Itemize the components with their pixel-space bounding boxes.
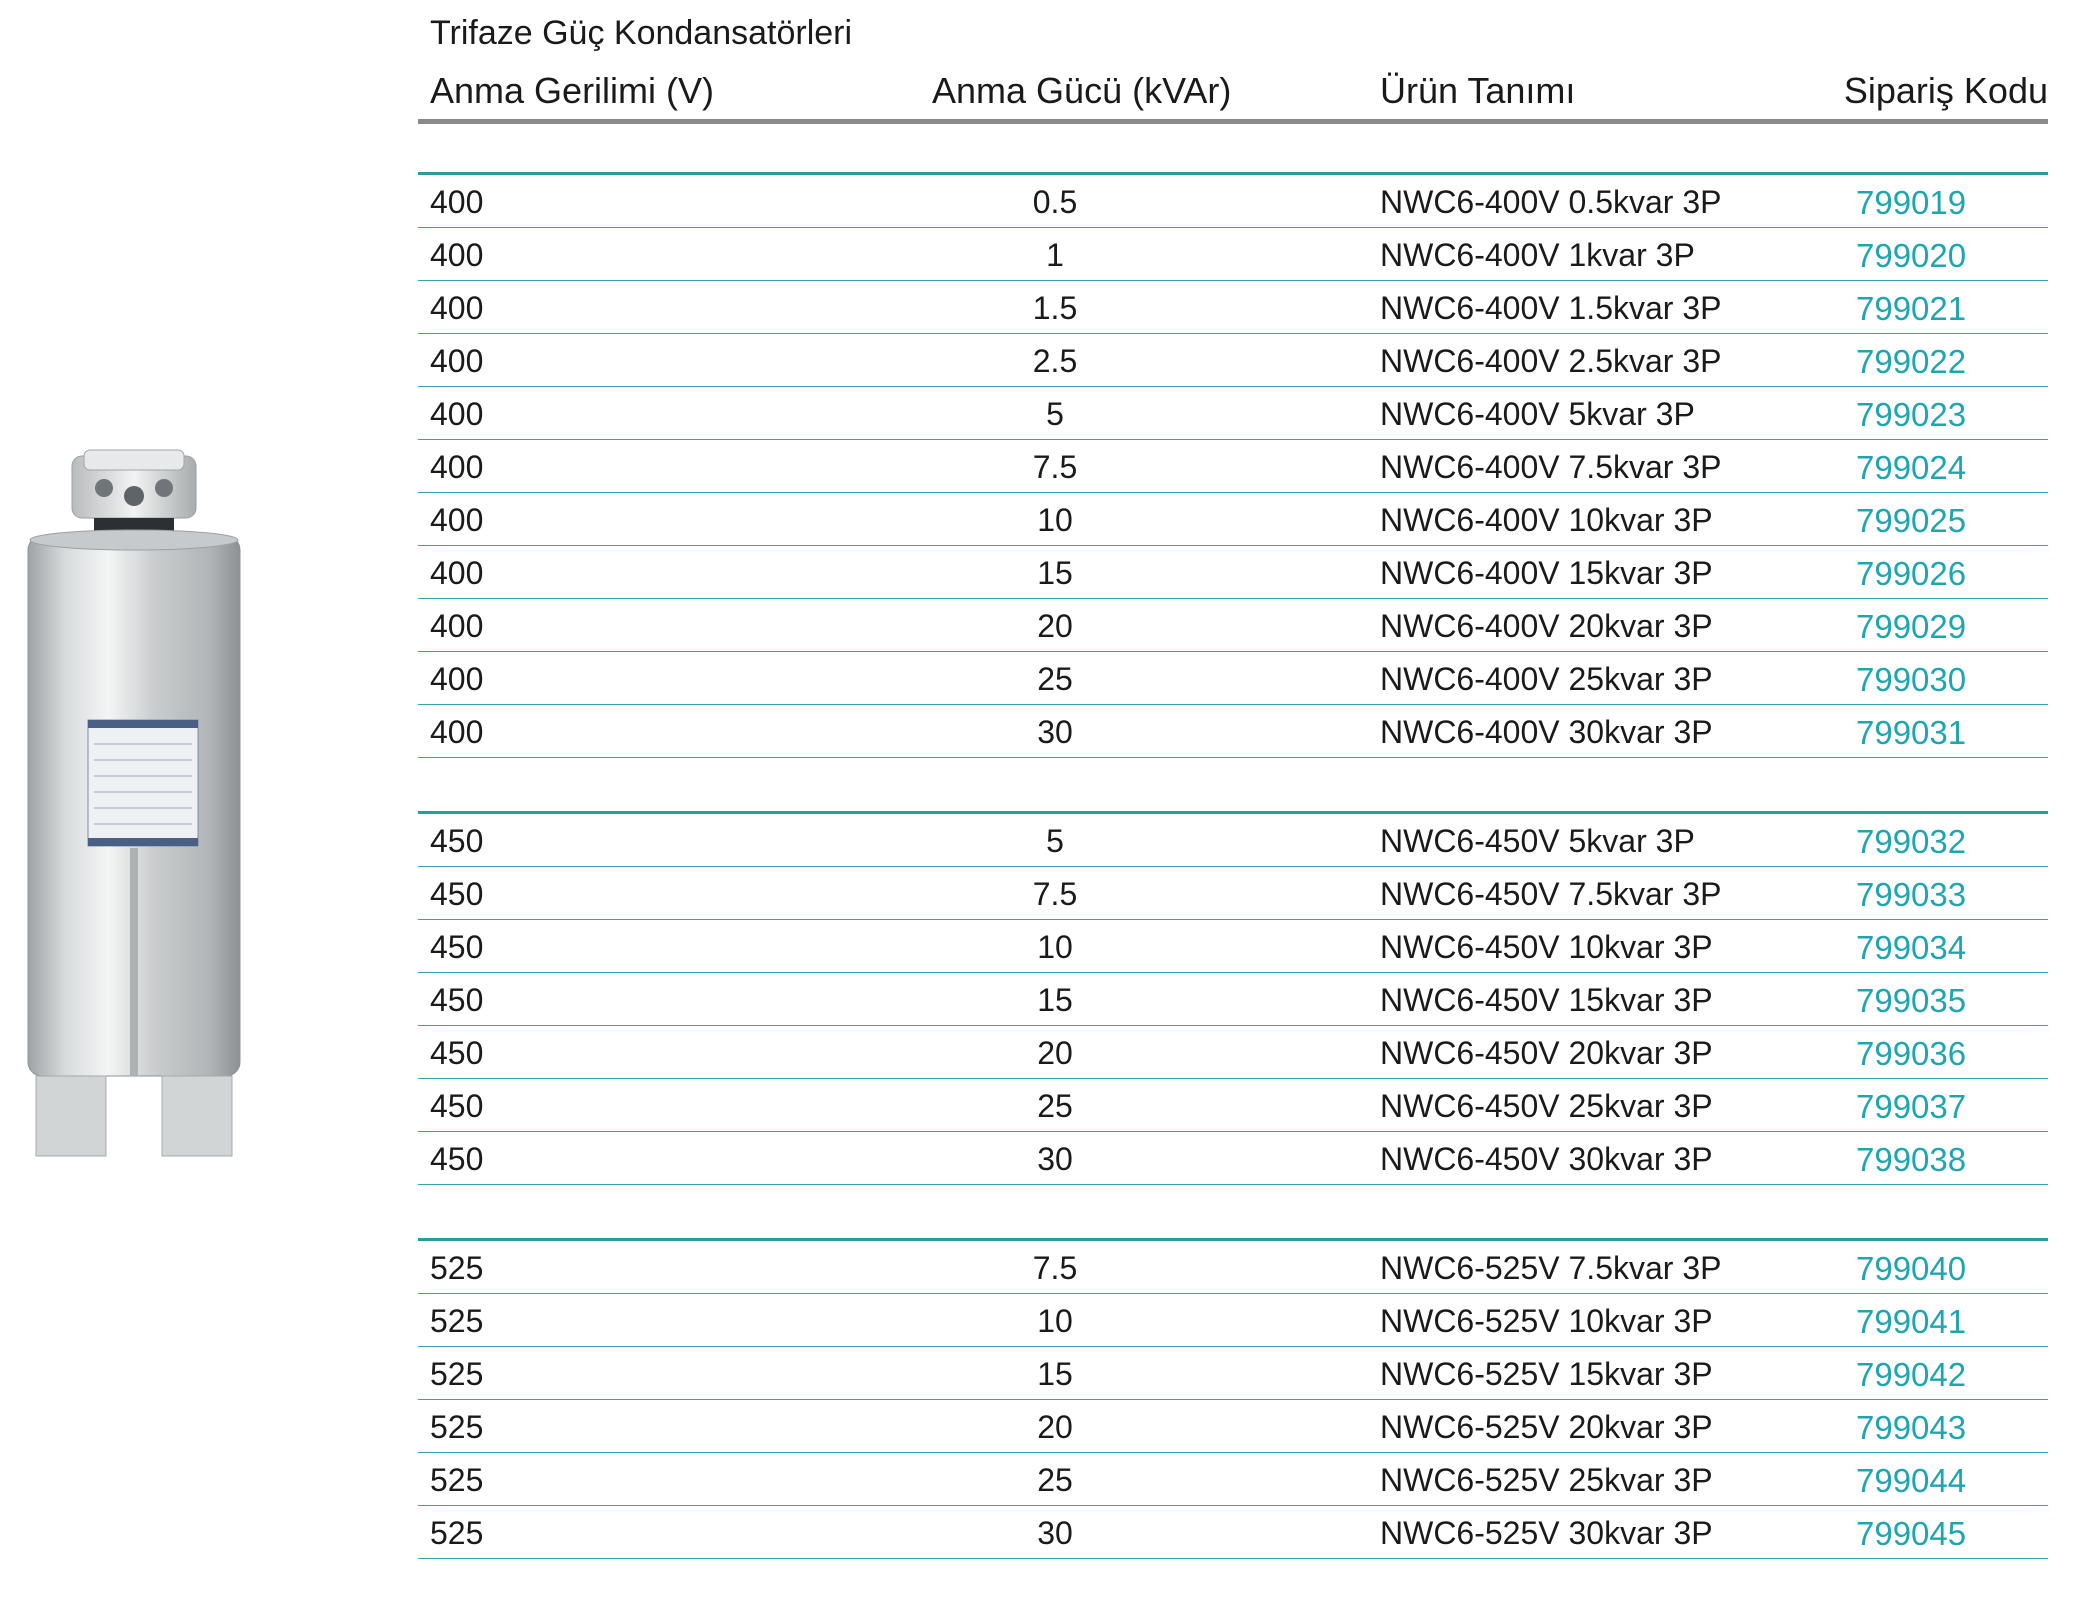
order-code-cell: 799037: [1856, 1088, 1967, 1125]
voltage-cell: 450: [430, 1035, 484, 1071]
description-cell: NWC6-400V 25kvar 3P: [1380, 661, 1713, 697]
description-cell: NWC6-400V 15kvar 3P: [1380, 555, 1713, 591]
table-row: [418, 599, 2048, 652]
order-code-cell: 799041: [1856, 1303, 1967, 1340]
voltage-cell: 525: [430, 1515, 484, 1551]
power-cell: 10: [1037, 1303, 1073, 1339]
voltage-cell: 400: [430, 290, 484, 326]
order-code-cell: 799044: [1856, 1462, 1967, 1499]
power-cell: 5: [1046, 396, 1064, 432]
voltage-cell: 450: [430, 1088, 484, 1124]
table-row: [418, 546, 2048, 599]
order-code-cell: 799040: [1856, 1250, 1967, 1287]
description-cell: NWC6-450V 30kvar 3P: [1380, 1141, 1713, 1177]
description-cell: NWC6-400V 5kvar 3P: [1380, 396, 1695, 432]
power-cell: 7.5: [1032, 449, 1078, 485]
description-cell: NWC6-525V 20kvar 3P: [1380, 1409, 1713, 1445]
table-row: [418, 1241, 2048, 1294]
order-code-cell: 799023: [1856, 396, 1967, 433]
power-cell: 30: [1037, 1141, 1073, 1177]
voltage-cell: 525: [430, 1250, 484, 1286]
header-order-code: Sipariş Kodu: [1843, 70, 2048, 111]
table-row: [418, 1294, 2048, 1347]
table-row: [418, 1506, 2048, 1559]
power-cell: 30: [1037, 714, 1073, 750]
voltage-cell: 525: [430, 1409, 484, 1445]
power-cell: 1.5: [1032, 290, 1078, 326]
table-row: [418, 281, 2048, 334]
order-code-cell: 799036: [1856, 1035, 1967, 1072]
table-row: [418, 973, 2048, 1026]
header-divider: [418, 119, 2048, 124]
table-row: [418, 1453, 2048, 1506]
order-code-cell: 799029: [1856, 608, 1967, 645]
voltage-cell: 400: [430, 343, 484, 379]
order-code-cell: 799045: [1856, 1515, 1967, 1552]
power-cell: 10: [1037, 502, 1073, 538]
table-row: [418, 814, 2048, 867]
power-cell: 10: [1037, 929, 1073, 965]
power-cell: 7.5: [1032, 876, 1078, 912]
power-cell: 7.5: [1032, 1250, 1078, 1286]
power-cell: 15: [1037, 982, 1073, 1018]
header-power: Anma Gücü (kVAr): [932, 70, 1232, 111]
power-cell: 2.5: [1032, 343, 1078, 379]
voltage-cell: 400: [430, 555, 484, 591]
table-row: [418, 1400, 2048, 1453]
order-code-cell: 799026: [1856, 555, 1967, 592]
description-cell: NWC6-400V 10kvar 3P: [1380, 502, 1713, 538]
power-cell: 20: [1037, 608, 1073, 644]
table-row: [418, 493, 2048, 546]
voltage-cell: 525: [430, 1462, 484, 1498]
description-cell: NWC6-400V 1.5kvar 3P: [1380, 290, 1722, 326]
order-code-cell: 799019: [1856, 184, 1967, 221]
table-row: [418, 1347, 2048, 1400]
header-voltage: Anma Gerilimi (V): [430, 70, 715, 111]
description-cell: NWC6-400V 30kvar 3P: [1380, 714, 1713, 750]
table-row: [418, 387, 2048, 440]
table-row: [418, 1079, 2048, 1132]
order-code-cell: 799021: [1856, 290, 1967, 327]
power-cell: 25: [1037, 1088, 1073, 1124]
description-cell: NWC6-450V 10kvar 3P: [1380, 929, 1713, 965]
description-cell: NWC6-525V 7.5kvar 3P: [1380, 1250, 1722, 1286]
order-code-cell: 799032: [1856, 823, 1967, 860]
voltage-cell: 400: [430, 237, 484, 273]
order-code-cell: 799033: [1856, 876, 1967, 913]
voltage-cell: 450: [430, 823, 484, 859]
voltage-cell: 525: [430, 1356, 484, 1392]
power-cell: 20: [1037, 1409, 1073, 1445]
power-cell: 15: [1037, 555, 1073, 591]
order-code-cell: 799024: [1856, 449, 1967, 486]
voltage-cell: 400: [430, 449, 484, 485]
order-code-cell: 799034: [1856, 929, 1967, 966]
order-code-cell: 799042: [1856, 1356, 1967, 1393]
order-code-cell: 799035: [1856, 982, 1967, 1019]
description-cell: NWC6-400V 2.5kvar 3P: [1380, 343, 1722, 379]
power-cell: 30: [1037, 1515, 1073, 1551]
table-row: [418, 1132, 2048, 1185]
table-row: [418, 1026, 2048, 1079]
voltage-cell: 450: [430, 929, 484, 965]
power-cell: 20: [1037, 1035, 1073, 1071]
description-cell: NWC6-400V 0.5kvar 3P: [1380, 184, 1722, 220]
table-row: [418, 867, 2048, 920]
description-cell: NWC6-525V 15kvar 3P: [1380, 1356, 1713, 1392]
voltage-group: [418, 172, 2048, 758]
power-cell: 0.5: [1032, 184, 1078, 220]
power-cell: 5: [1046, 823, 1064, 859]
voltage-group: [418, 1238, 2048, 1559]
product-table: [418, 172, 2048, 1612]
table-row: [418, 440, 2048, 493]
voltage-cell: 400: [430, 396, 484, 432]
description-cell: NWC6-400V 20kvar 3P: [1380, 608, 1713, 644]
description-cell: NWC6-525V 30kvar 3P: [1380, 1515, 1713, 1551]
description-cell: NWC6-450V 5kvar 3P: [1380, 823, 1695, 859]
voltage-group: [418, 811, 2048, 1185]
order-code-cell: 799022: [1856, 343, 1967, 380]
page-title: Trifaze Güç Kondansatörleri: [430, 14, 853, 52]
table-row: [418, 920, 2048, 973]
voltage-cell: 450: [430, 876, 484, 912]
table-row: [418, 652, 2048, 705]
table-row: [418, 228, 2048, 281]
capacitor-product-image: [24, 448, 244, 1164]
voltage-cell: 400: [430, 661, 484, 697]
power-cell: 25: [1037, 1462, 1073, 1498]
power-cell: 25: [1037, 661, 1073, 697]
order-code-cell: 799020: [1856, 237, 1967, 274]
voltage-cell: 400: [430, 502, 484, 538]
table-row: [418, 705, 2048, 758]
header-description: Ürün Tanımı: [1380, 70, 1576, 111]
description-cell: NWC6-450V 20kvar 3P: [1380, 1035, 1713, 1071]
voltage-cell: 525: [430, 1303, 484, 1339]
description-cell: NWC6-525V 25kvar 3P: [1380, 1462, 1713, 1498]
voltage-cell: 400: [430, 608, 484, 644]
description-cell: NWC6-525V 10kvar 3P: [1380, 1303, 1713, 1339]
description-cell: NWC6-400V 1kvar 3P: [1380, 237, 1695, 273]
voltage-cell: 450: [430, 1141, 484, 1177]
order-code-cell: 799025: [1856, 502, 1967, 539]
table-row: [418, 175, 2048, 228]
order-code-cell: 799030: [1856, 661, 1967, 698]
description-cell: NWC6-450V 25kvar 3P: [1380, 1088, 1713, 1124]
order-code-cell: 799043: [1856, 1409, 1967, 1446]
description-cell: NWC6-400V 7.5kvar 3P: [1380, 449, 1722, 485]
voltage-cell: 400: [430, 714, 484, 750]
description-cell: NWC6-450V 15kvar 3P: [1380, 982, 1713, 1018]
voltage-cell: 400: [430, 184, 484, 220]
voltage-cell: 450: [430, 982, 484, 1018]
power-cell: 15: [1037, 1356, 1073, 1392]
order-code-cell: 799038: [1856, 1141, 1967, 1178]
description-cell: NWC6-450V 7.5kvar 3P: [1380, 876, 1722, 912]
order-code-cell: 799031: [1856, 714, 1967, 751]
table-row: [418, 334, 2048, 387]
power-cell: 1: [1046, 237, 1064, 273]
